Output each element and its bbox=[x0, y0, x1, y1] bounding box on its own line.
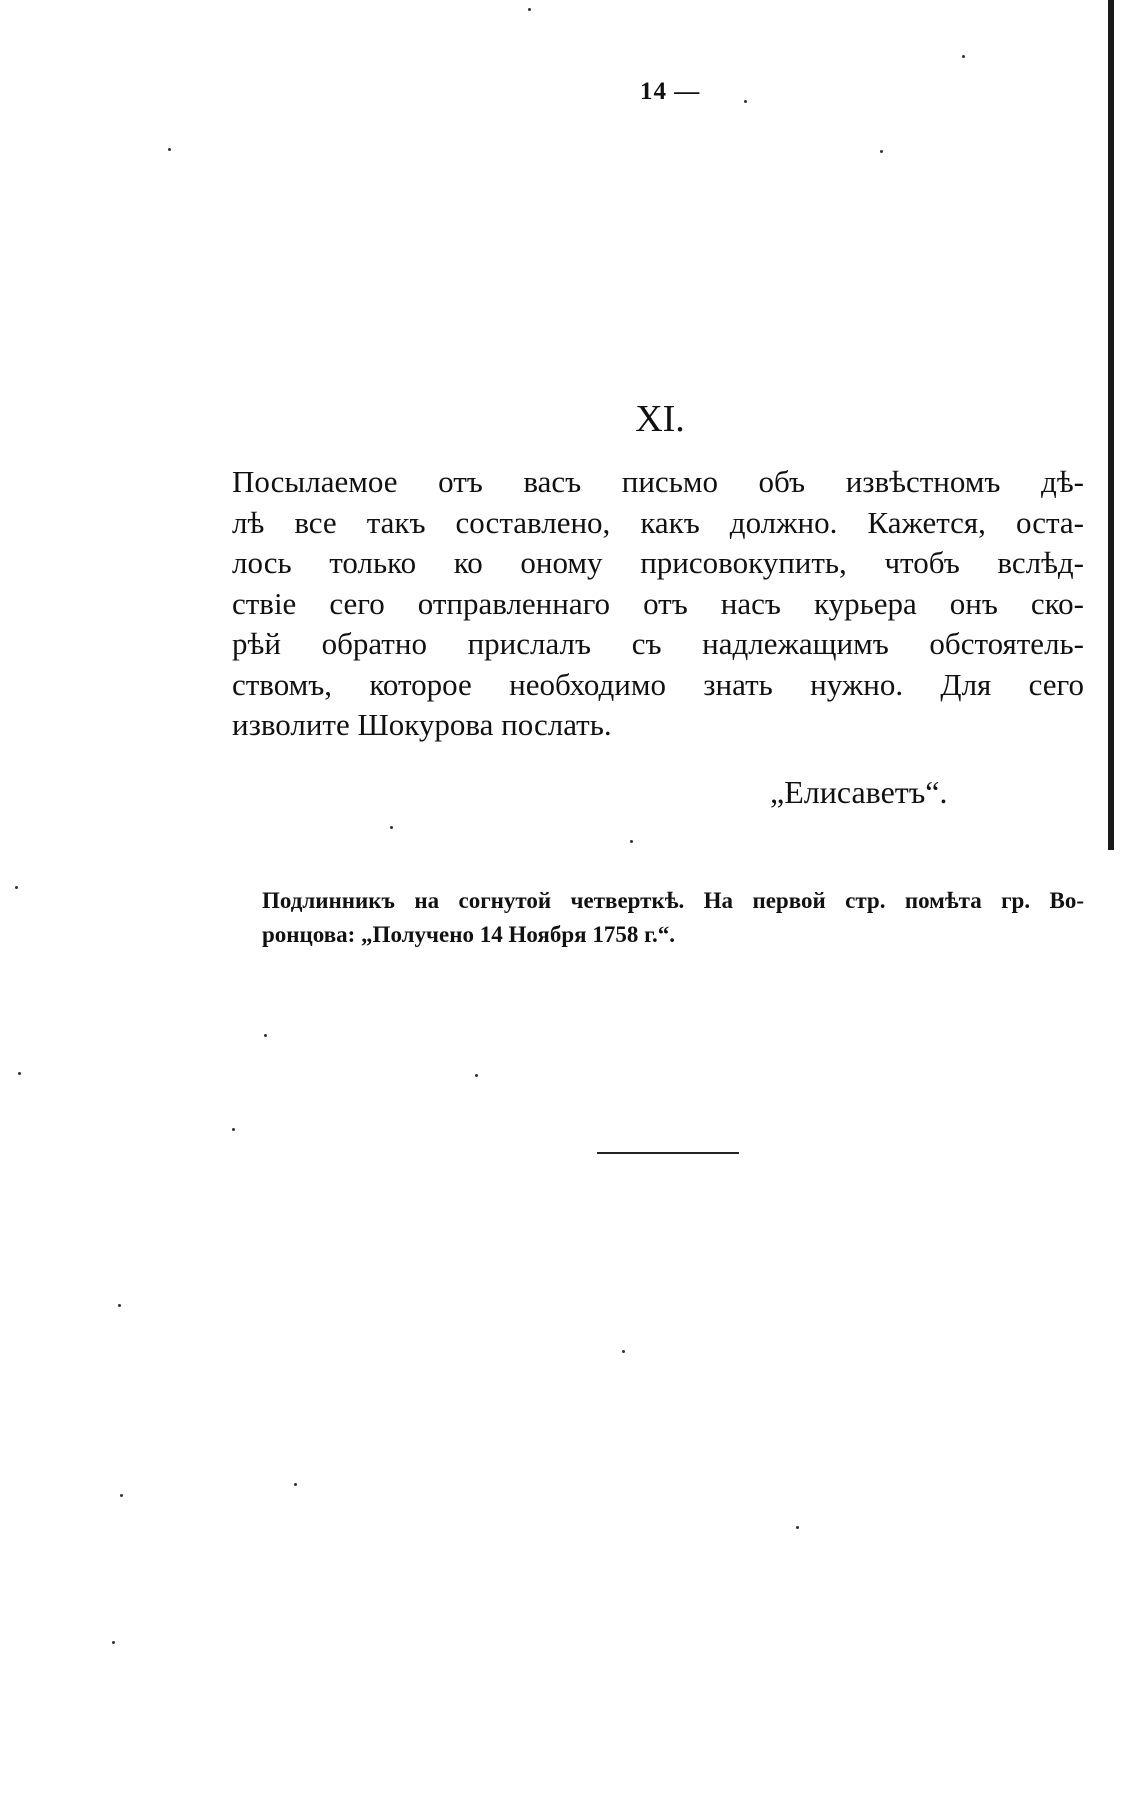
footnote-line: Подлинникъ на согнутой четверткѣ. На первой стр. помѣта гр. Во- bbox=[262, 888, 1084, 913]
scan-speck bbox=[630, 840, 633, 843]
scan-speck bbox=[744, 100, 747, 103]
letter-line: изволите Шокурова послать. bbox=[232, 707, 612, 742]
scan-speck bbox=[18, 1072, 21, 1075]
scan-speck bbox=[962, 55, 965, 58]
footnote bbox=[262, 884, 1084, 952]
letter-line: Посылаемое отъ васъ письмо объ извѣстномъ дѣ- bbox=[232, 464, 1084, 499]
footnote-line: ронцова: „Получено 14 Ноября 1758 г.“. bbox=[262, 922, 675, 947]
letter-line: ствіе сего отправленнаго отъ насъ курьера онъ ско- bbox=[232, 585, 1084, 621]
scan-speck bbox=[294, 1483, 297, 1486]
scan-speck bbox=[112, 1641, 115, 1644]
scan-speck bbox=[390, 826, 393, 829]
scan-speck bbox=[528, 8, 531, 11]
signature: „Елисаветъ“. bbox=[770, 774, 948, 810]
letter-line: ствомъ, которое необходимо знать нужно. Для сего bbox=[232, 666, 1084, 702]
scan-speck bbox=[120, 1494, 123, 1497]
page-number: 14 — bbox=[640, 78, 701, 105]
scan-speck bbox=[475, 1074, 478, 1077]
letter-line: рѣй обратно прислалъ съ надлежащимъ обстоятель- bbox=[232, 626, 1084, 661]
scan-speck bbox=[622, 1350, 625, 1353]
scan-speck bbox=[796, 1526, 799, 1529]
scan-speck bbox=[232, 1128, 235, 1131]
letter-body bbox=[232, 462, 1084, 746]
scan-speck bbox=[15, 886, 18, 889]
letter-line: лѣ все такъ составлено, какъ должно. Кажется, оста- bbox=[232, 504, 1084, 540]
end-rule-divider bbox=[597, 1152, 739, 1154]
scan-speck bbox=[880, 150, 883, 153]
scan-speck bbox=[168, 148, 171, 151]
letter-line: лось только ко оному присовокупить, чтобъ вслѣд- bbox=[232, 545, 1084, 580]
section-heading: XI. bbox=[635, 398, 685, 440]
scan-speck bbox=[118, 1304, 121, 1307]
scan-speck bbox=[264, 1034, 267, 1037]
